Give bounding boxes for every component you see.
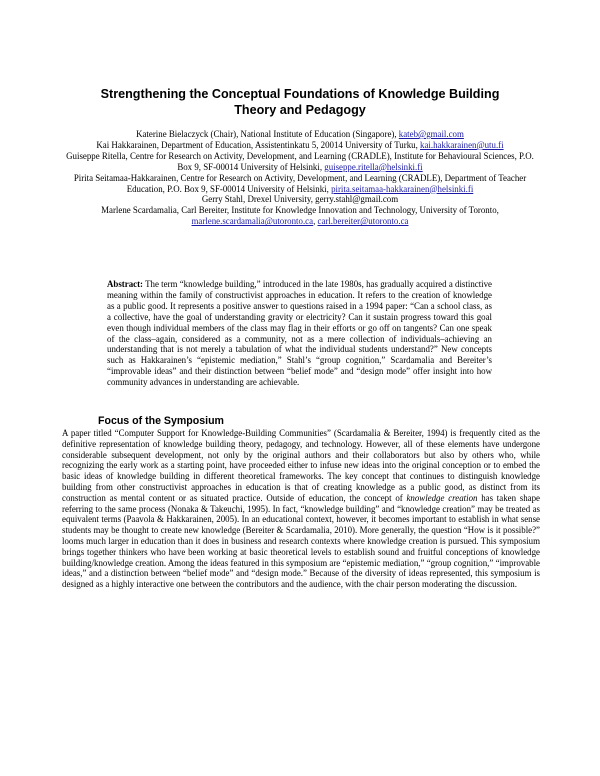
abstract-label: Abstract: — [107, 279, 143, 289]
title-line-1: Strengthening the Conceptual Foundations of Knowledge Building — [100, 87, 500, 101]
email-link[interactable]: marlene.scardamalia@utoronto.ca — [191, 216, 314, 227]
body-text-part-1: A paper titled “Computer Support for Knowledge-Building Communities” (Scardamalia & Bereiter, 1994) is frequently cited as the definitive representation of knowledge building theory, pedagogy, and technology. However, all of these elements have undergone considerable subsequent development, not only by the original authors and their collaborators but also by others who, while recognizing the early work as a starting point, have proceeded either to infuse new ideas into the original conception or to embed the basic ideas of knowledge building in different theoretical frameworks. The key concept that continues to distinguish knowledge building from other constructivist approaches in education is that of creating knowledge as a public good, as distinct from its construction as mental content or as situated practice. Outside of education, the concept of — [62, 428, 540, 503]
email-link[interactable]: pirita.seitamaa-hakkarainen@helsinki.fi — [331, 183, 474, 194]
paper-title — [60, 86, 540, 118]
author-affiliation: Kai Hakkarainen, Department of Education, Assistentinkatu 5, 20014 University of Turku, — [96, 139, 421, 150]
section-heading: Focus of the Symposium — [98, 415, 224, 427]
abstract-text: The term “knowledge building,” introduced in the late 1980s, has gradually acquired a distinctive meaning within the family of constructivist approaches in education. It refers to the creation of knowledge as a public good. It represents a positive answer to questions raised in a 1994 paper: “Can a school class, as a collective, have the goal of understanding gravity or electricity? Can it sustain progress toward this goal even though individual members of the class may flag in their efforts or go off on tangents? Can one speak of the class–again, considered as a community, not as a mere collection of individuals–achieving an understanding that is not merely a tabulation of what the individual students understand?” New concepts such as Hakkarainen’s “epistemic mediation,” Stahl’s “group cognition,” Scardamalia and Bereiter’s “improvable ideas” and their distinction between “belief mode” and “design mode” offer insight into how community advances in understanding are achievable. — [107, 279, 492, 388]
email-separator: , — [313, 216, 318, 227]
author-affiliation: Guiseppe Ritella, Centre for Research on Activity, Development, and Learning (CRADLE), Institute for Behavioural Sciences, P.O. Box 9, SF-00014 University of Helsinki, — [66, 150, 534, 172]
emphasized-term: knowledge creation — [406, 492, 478, 503]
author-bielaczyck — [60, 129, 540, 140]
author-stahl: Gerry Stahl, Drexel University, gerry.stahl@gmail.com — [201, 194, 399, 205]
email-link[interactable]: kateb@gmail.com — [398, 129, 464, 139]
author-affiliation: Pirita Seitamaa-Hakkarainen, Centre for Research on Activity, Development, and Learning (CRADLE), Department of Teacher Education, P.O. Box 9, SF-00014 University of Helsinki, — [73, 172, 527, 194]
title-line-2: Theory and Pedagogy — [234, 103, 366, 117]
author-affiliation: Katerine Bielaczyck (Chair), National Institute of Education (Singapore), — [136, 129, 399, 139]
author-seitamaa-hakkarainen — [60, 173, 540, 195]
email-link[interactable]: carl.bereiter@utoronto.ca — [317, 216, 409, 227]
abstract — [107, 279, 492, 388]
body-text-part-2: has taken shape referring to the same process (Nonaka & Takeuchi, 1995). In fact, “knowledge building” and “knowledge creation” may be treated as equivalent terms (Paavola & Hakkarainen, 2005). In an educational context, however, it becomes important to establish in what sense students may be thought to create new knowledge (Bereiter & Scardamalia, 2010). More generally, the question “How is it possible?” looms much larger in education than it does in business and research contexts where knowledge creation is pursued. This symposium brings together thinkers who have been working at basic theoretical levels to establish sound and fruitful conceptions of knowledge building/knowledge creation. Among the ideas featured in this symposium are “epistemic mediation,” “group cognition,” “improvable ideas,” and a distinction between “belief mode” and “design mode.” Because of the diversity of ideas represented, this symposium is designed as a highly interactive one between the contributors and the audience, with the chair person moderating the discussion. — [62, 492, 541, 590]
author-list — [60, 129, 540, 227]
author-scardamalia-bereiter — [60, 205, 540, 227]
body-paragraph — [62, 428, 540, 590]
email-link[interactable]: kai.hakkarainen@utu.fi — [420, 139, 504, 150]
author-ritella — [60, 151, 540, 173]
author-hakkarainen — [60, 140, 540, 151]
email-link[interactable]: guiseppe.ritella@helsinki.fi — [324, 161, 423, 172]
author-affiliation: Marlene Scardamalia, Carl Bereiter, Institute for Knowledge Innovation and Technology, University of Toronto, — [101, 205, 499, 216]
